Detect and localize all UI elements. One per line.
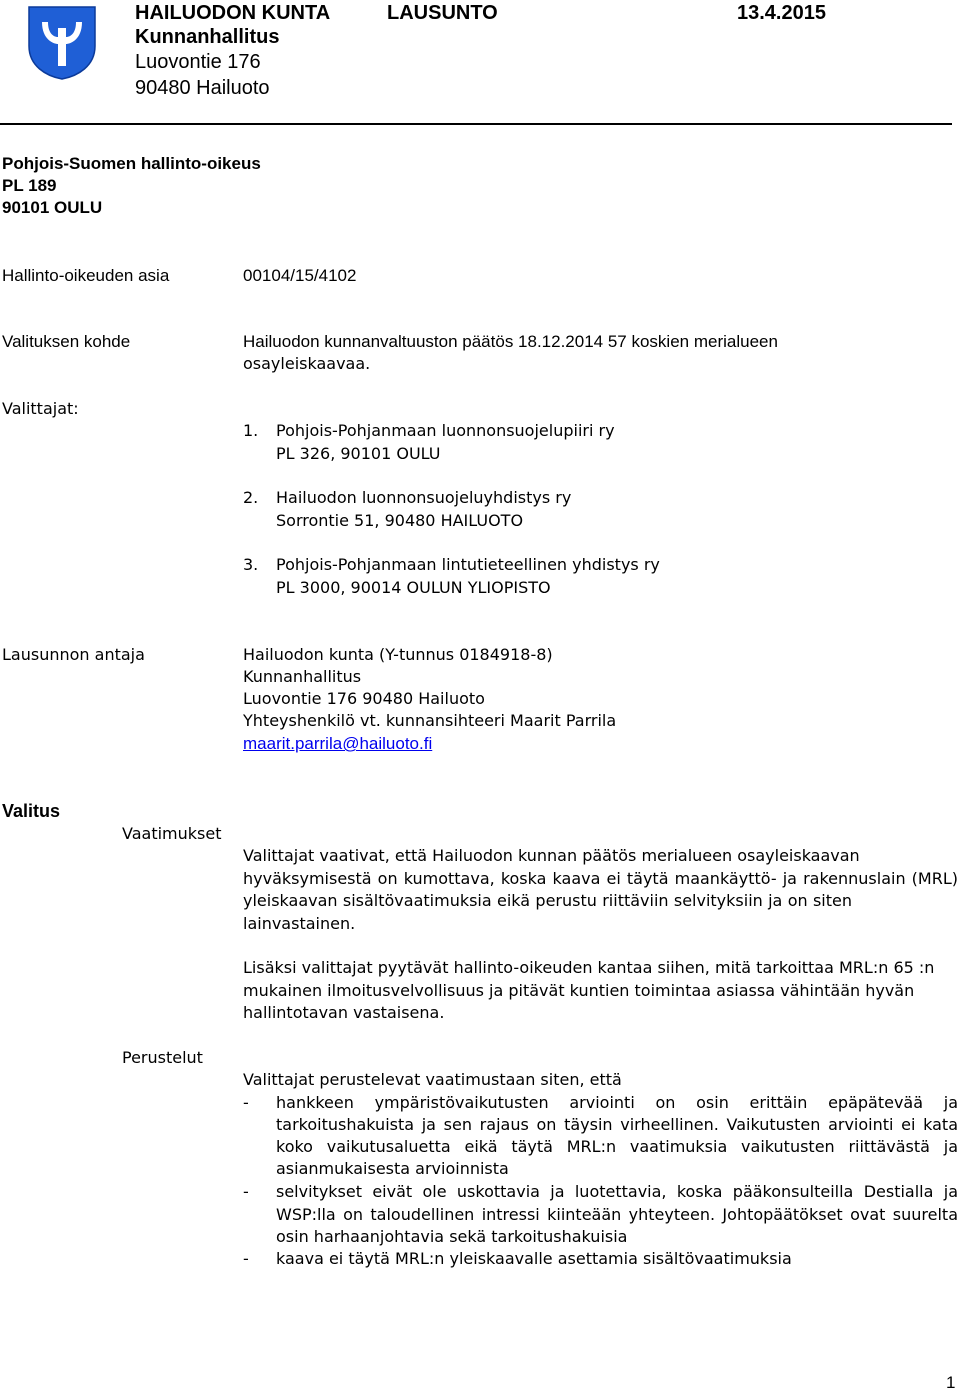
appellant-address: PL 3000, 90014 OULUN YLIOPISTO	[276, 578, 551, 597]
bullet-line: hankkeen ympäristövaikutusten arviointi on osin erittäin epäpätevää ja	[276, 1093, 958, 1112]
bullet-line: osin harhaanjohtavia sekä tarkoitushakuisia	[276, 1227, 628, 1246]
bullet-line: selvitykset eivät ole uskottavia ja luotettavia, koska pääkonsulteilla Destialla ja	[276, 1182, 958, 1201]
statement-giver-line: Hailuodon kunta (Y-tunnus 0184918-8)	[243, 645, 553, 664]
appeal-heading: Valitus	[2, 801, 61, 821]
header-postal: 90480 Hailuoto	[135, 77, 270, 99]
bullet-line: asianmukaisesta arvioinnista	[276, 1159, 509, 1178]
statement-giver-line: Kunnanhallitus	[243, 667, 362, 686]
header-body: Kunnanhallitus	[135, 26, 280, 48]
statement-giver-label: Lausunnon antaja	[2, 645, 145, 664]
bullet-dash: -	[243, 1093, 249, 1112]
hailuoto-crest-icon	[28, 6, 96, 80]
appellant-name: Pohjois-Pohjanmaan luonnonsuojelupiiri ry	[276, 421, 615, 440]
statement-giver-line: Yhteyshenkilö vt. kunnansihteeri Maarit Parrila	[243, 711, 617, 730]
demands-label: Vaatimukset	[122, 824, 222, 843]
subject-line2: osayleiskaavaa.	[243, 354, 371, 373]
doc-date: 13.4.2015	[737, 2, 826, 24]
demands-line: mukainen ilmoitusvelvollisuus ja pitävät kuntien toimintaa asiassa vähintään hyvän	[243, 981, 915, 1000]
demands-line: lainvastainen.	[243, 914, 356, 933]
recipient-name: Pohjois-Suomen hallinto-oikeus	[2, 154, 261, 173]
subject-line1: Hailuodon kunnanvaltuuston päätös 18.12.2014 57 koskien merialueen	[243, 332, 778, 351]
bullet-line: WSP:lla on taloudellinen intressi kiinteään yhteyteen. Johtopäätökset ovat suurelta	[276, 1205, 958, 1224]
case-label: Hallinto-oikeuden asia	[2, 266, 170, 285]
subject-label: Valituksen kohde	[2, 332, 131, 351]
demands-line: hallintotavan vastaisena.	[243, 1003, 445, 1022]
contact-email-link[interactable]: maarit.parrila@hailuoto.fi	[243, 734, 433, 753]
appellant-address: Sorrontie 51, 90480 HAILUOTO	[276, 511, 524, 530]
header-street: Luovontie 176	[135, 51, 261, 73]
demands-line: Lisäksi valittajat pyytävät hallinto-oikeuden kantaa siihen, mitä tarkoittaa MRL:n 65 :n	[243, 958, 935, 977]
grounds-intro: Valittajat perustelevat vaatimustaan siten, että	[243, 1070, 622, 1089]
bullet-line: tarkoitushakuista ja sen rajaus on täysin virheellinen. Vaikutusten arviointi ei kata	[276, 1115, 958, 1134]
appellant-number: 2.	[243, 488, 259, 507]
appellant-number: 3.	[243, 555, 259, 574]
appellants-label: Valittajat:	[2, 399, 79, 418]
header-divider	[0, 123, 952, 125]
doc-type: LAUSUNTO	[387, 2, 498, 24]
grounds-label: Perustelut	[122, 1048, 203, 1067]
bullet-dash: -	[243, 1182, 249, 1201]
bullet-line: kaava ei täytä MRL:n yleiskaavalle asettamia sisältövaatimuksia	[276, 1249, 792, 1268]
demands-line: Valittajat vaativat, että Hailuodon kunnan päätös merialueen osayleiskaavan	[243, 846, 860, 865]
appellant-name: Hailuodon luonnonsuojeluyhdistys ry	[276, 488, 572, 507]
statement-giver-line: Luovontie 176 90480 Hailuoto	[243, 689, 485, 708]
bullet-dash: -	[243, 1249, 249, 1268]
case-number: 00104/15/4102	[243, 266, 357, 285]
page-number: 1	[946, 1373, 956, 1392]
appellant-number: 1.	[243, 421, 259, 440]
demands-line: hyväksymisestä on kumottava, koska kaava ei täytä maankäyttö- ja rakennuslain (MRL)	[243, 869, 958, 888]
demands-line: yleiskaavan sisältövaatimuksia eikä perustu riittäviin selvityksiin ja on siten	[243, 891, 852, 910]
recipient-city: 90101 OULU	[2, 198, 103, 217]
recipient-box: PL 189	[2, 176, 57, 195]
org-name: HAILUODON KUNTA	[135, 2, 331, 24]
bullet-line: koko vaikutusaluetta eikä täytä MRL:n vaatimuksia vaikutusten riittävästä ja	[276, 1137, 958, 1156]
appellant-name: Pohjois-Pohjanmaan lintutieteellinen yhdistys ry	[276, 555, 660, 574]
appellant-address: PL 326, 90101 OULU	[276, 444, 441, 463]
